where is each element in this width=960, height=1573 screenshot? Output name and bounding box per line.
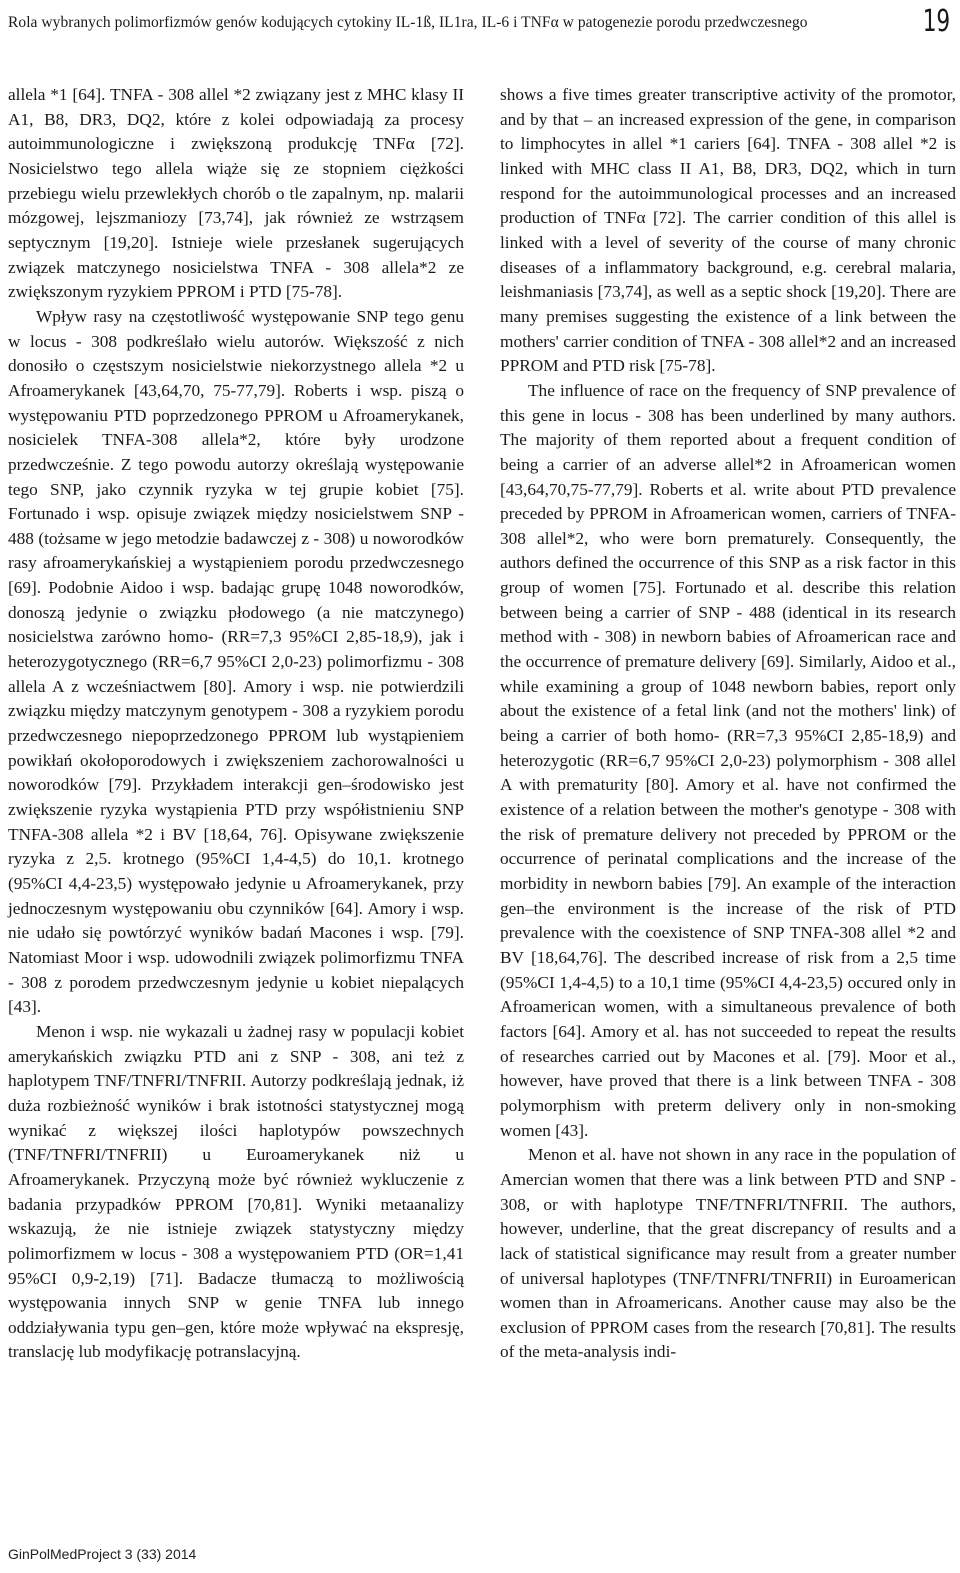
left-column-polish — [8, 83, 464, 1365]
running-header — [8, 4, 952, 44]
journal-footer: GinPolMedProject 3 (33) 2014 — [8, 1546, 197, 1562]
running-title: Rola wybranych polimorfizmów genów kodujących cytokiny IL-1ß, IL1ra, IL-6 i TNFα w patogenezie porodu przedwczesnego — [8, 14, 808, 31]
paragraph: Wpływ rasy na częstotliwość występowanie SNP tego genu w locus - 308 podkreślało wielu autorów. Większość z nich donosiło o częstszym nosicielstwie niekorzystnego allela *2 u Afroamerykanek [43,64,70, 75-77,79]. Roberts i wsp. piszą o występowaniu PTD poprzedzonego PPROM u Afroamerykanek, nosicielek TNFA-308 allela*2, które były urodzone przedwcześnie. Z tego powodu autorzy określają występowanie tego SNP, jako czynnik ryzyka w tej grupie kobiet [75]. Fortunado i wsp. opisuje związek między nosicielstwem SNP - 488 (tożsame w jego metodzie badawczej z - 308) u noworodków rasy afroamerykańskiej a wystąpieniem porodu przedwczesnego [69]. Podobnie Aidoo i wsp. badając grupę 1048 noworodków, donoszą jedynie o związku płodowego (a nie matczynego) nosicielstwa zarówno homo- (RR=7,3 95%CI 2,85-18,9), jak i heterozygotycznego (RR=6,7 95%CI 2,0-23) polimorfizmu - 308 allela A z wcześniactwem [80]. Amory i wsp. nie potwierdzili związku między matczynym genotypem - 308 a ryzykiem porodu przedwczesnego niepoprzedzonego PPROM lub wystąpieniem powikłań okołoporodowych i zwiększeniem zachorowalności u noworodków [79]. Przykładem interakcji gen–środowisko jest zwiększenie ryzyka wystąpienia PTD przy współistnieniu SNP TNFA-308 allela *2 i BV [18,64, 76]. Opisywane zwiększenie ryzyka z 2,5. krotnego (95%CI 1,4-4,5) do 10,1. krotnego (95%CI 4,4-23,5) występowało jedynie u Afroamerykanek, przy jednoczesnym występowaniu obu czynników [64]. Amory i wsp. nie udało się powtórzyć wyników badań Macones i wsp. [79]. Natomiast Moor i wsp. udowodnili związek polimorfizmu TNFA - 308 z porodem przedwczesnym jedynie u kobiet niepalących [43]. — [8, 306, 464, 1017]
paragraph: Menon i wsp. nie wykazali u żadnej rasy w populacji kobiet amerykańskich związku PTD ani z SNP - 308, ani też z haplotypem TNF/TNFRI/TNFRII. Autorzy podkreślają jednak, iż duża rozbieżność wyników i brak istotności statystycznej mogą wynikać z większej ilości haplotypów powszechnych (TNF/TNFRI/TNFRII) u Euroamerykanek niż u Afroamerykanek. Przyczyną może być również wykluczenie z badania przypadków PPROM [70,81]. Wyniki metaanalizy wskazują, że nie istnieje związek statystyczny między polimorfizmem w locus - 308 a występowaniem PTD (OR=1,41 95%CI 0,9-2,19) [71]. Badacze tłumaczą to możliwością występowania innych SNP w genie TNFA lub innego oddziaływania typu gen–gen, które może wpływać na ekspresję, translację lub modyfikację potranslacyjną. — [8, 1021, 464, 1362]
paragraph: allela *1 [64]. TNFA - 308 allel *2 związany jest z MHC klasy II A1, B8, DR3, DQ2, które z kolei odpowiadają za procesy autoimmunologiczne i zwiększoną produkcję TNFα [72]. Nosicielstwo tego allela wiąże się ze stopniem ciężkości przebiegu wielu przewlekłych chorób o tle zapalnym, np. malarii mózgowej, lejszmaniozy [73,74], jak również ze wstrząsem septycznym [19,20]. Istnieje wiele przesłanek sugerujących związek matczynego nosicielstwa TNFA - 308 allela*2 ze zwiększonym ryzykiem PPROM i PTD [75-78]. — [8, 85, 464, 302]
page-number: 19 — [922, 4, 950, 39]
paragraph: The influence of race on the frequency of SNP prevalence of this gene in locus - 308 has been underlined by many authors. The majority of them reported about a frequent condition of being a carrier of an adverse allel*2 in Afroamerican women [43,64,70,75-77,79]. Roberts et al. write about PTD prevalence preceded by PPROM in Afroamerican women, carriers of TNFA-308 allel*2, who were born prematurely. Consequently, the authors defined the occurrence of this SNP as a risk factor in this group of women [75]. Fortunado et al. describe this relation between being a carrier of SNP - 488 (identical in its research method with - 308) in newborn babies of Afroamerican race and the occurrence of premature delivery [69]. Similarly, Aidoo et al., while examining a group of 1048 newborn babies, report only about the existence of a fetal link (and not the mothers' link) of being a carrier of both homo- (RR=7,3 95%CI 2,85-18,9) and heterozygotic (RR=6,7 95%CI 2,0-23) polymorphism - 308 allel A with prematurity [80]. Amory et al. have not confirmed the existence of a relation between the mother's genotype - 308 with the risk of premature delivery not preceded by PPROM or the occurrence of perinatal complications and the increase of the morbidity in newborn babies [79]. An example of the interaction gen–the environment is the increase of the risk of PTD prevalence with the coexistence of SNP TNFA-308 allel *2 and BV [18,64,76]. The described increase of risk from a 2,5 time (95%CI 1,4-4,5) to a 10,1 time (95%CI 4,4-23,5) occured only in Afroamerican women, with a simultaneous prevalence of both factors [64]. Amory et al. has not succeeded to repeat the results of researches carried out by Macones et al. [79]. Moor et al., however, have proved that there is a link between TNFA - 308 polymorphism with preterm delivery only in non-smoking women [43]. — [500, 380, 956, 1140]
right-column-english — [500, 83, 956, 1365]
paragraph: Menon et al. have not shown in any race in the population of Amercian women that there was a link between PTD and SNP - 308, or with haplotype TNF/TNFRI/TNFRII. The authors, however, underline, that the great discrepancy of results and a lack of statistical significance may result from a greater number of universal haplotypes (TNF/TNFRI/TNFRII) in Euroamerican women than in Afroamericans. Another cause may also be the exclusion of PPROM cases from the research [70,81]. The results of the meta-analysis indi- — [500, 1145, 956, 1362]
paragraph: shows a five times greater transcriptive activity of the promotor, and by that – an increased expression of the gene, in comparison to limphocytes in allel *1 cariers [64]. TNFA - 308 allel *2 is linked with MHC class II A1, B8, DR3, DQ2, which in turn respond for the autoimmunological processes and an increased production of TNFα [72]. The carrier condition of this allel is linked with a level of severity of the course of many chronic diseases of a inflammatory background, e.g. cerebral malaria, leishmaniasis [73,74], as well as a septic shock [19,20]. There are many premises suggesting the existence of a link between the mothers' carrier condition of TNFA - 308 allel*2 and an increased PPROM and PTD risk [75-78]. — [500, 85, 956, 376]
